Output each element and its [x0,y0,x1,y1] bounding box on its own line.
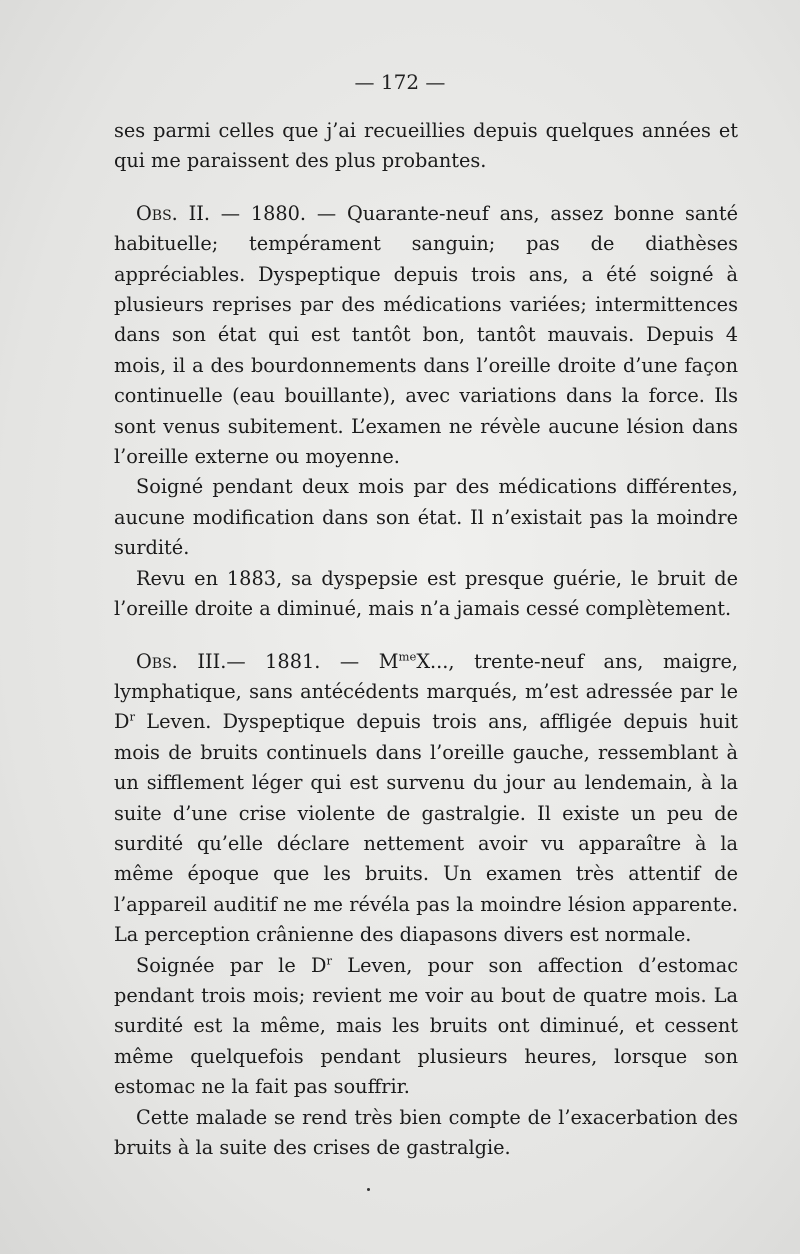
observation-3-p2-pre: Soignée par le D [136,953,327,977]
observation-3-paragraph-3: Cette malade se rend très bien compte de l’exacerbation des bruits à la suite des crises de gastralgie. [114,1105,738,1159]
observation-2-paragraph [114,199,738,473]
doctor-superscript-2: r [326,953,333,968]
page-number: — 172 — [354,70,446,94]
observation-2-label: Obs. II. [136,201,210,225]
observation-3-paragraph-2 [114,951,738,1103]
observation-3-p2-rest: Leven, pour son affection d’estomac pendant trois mois; revient me voir au bout de quatre mois. La surdité est la même, mais les bruits ont diminué, et cessent même quelquefois pendant plusieurs heures, lorsque son estomac ne la fait pas souffrir. [114,953,738,1099]
observation-2-text: — 1880. — Quarante-neuf ans, assez bonne santé habituelle; tempérament sanguin; pas de diathèses appréciables. Dyspeptique depuis trois ans, a été soigné à plusieurs reprises par des médications variées; intermittences dans son état qui est tantôt bon, tantôt mauvais. Depuis 4 mois, il a des bourdonnements dans l’oreille droite d’une façon continuelle (eau bouillante), avec variations dans la force. Ils sont venus subitement. L’examen ne révèle aucune lésion dans l’oreille externe ou moyenne. [114,201,739,469]
observation-2-paragraph-3: Revu en 1883, sa dyspepsie est presque guérie, le bruit de l’oreille droite a diminué, mais n’a jamais cessé complètement. [114,566,738,621]
ink-speck [367,1188,370,1191]
observation-3-paragraph [114,647,738,951]
intro-paragraph: ses parmi celles que j’ai recueillies depuis quelques années et qui me paraissent des plus probantes. [114,119,738,173]
madame-superscript: me [398,648,417,663]
observation-2-paragraph-2: Soigné pendant deux mois par des médications différentes, aucune modification dans son état. Il n’existait pas la moindre surdité. [114,475,738,560]
doctor-superscript: r [129,709,136,724]
page-body [114,116,738,1163]
observation-3-pre: — 1881. — M [226,649,399,673]
observation-3-label: Obs. III. [136,649,227,673]
observation-3-mid: X..., trente-neuf ans, maigre, lymphatique, sans antécédents marqués, m’est adressée par le D [114,649,738,734]
observation-3-rest: Leven. Dyspeptique depuis trois ans, affligée depuis huit mois de bruits continuels dans l’oreille gauche, ressemblant à un sifflement léger qui est survenu du jour au lendemain, à la suite d’une crise violente de gastralgie. Il existe un peu de surdité qu’elle déclare nettement avoir vu apparaître à la même époque que les bruits. Un examen très attentif de l’appareil auditif ne me révéla pas la moindre lésion apparente. La perception crânienne des diapasons divers est normale. [114,710,738,947]
